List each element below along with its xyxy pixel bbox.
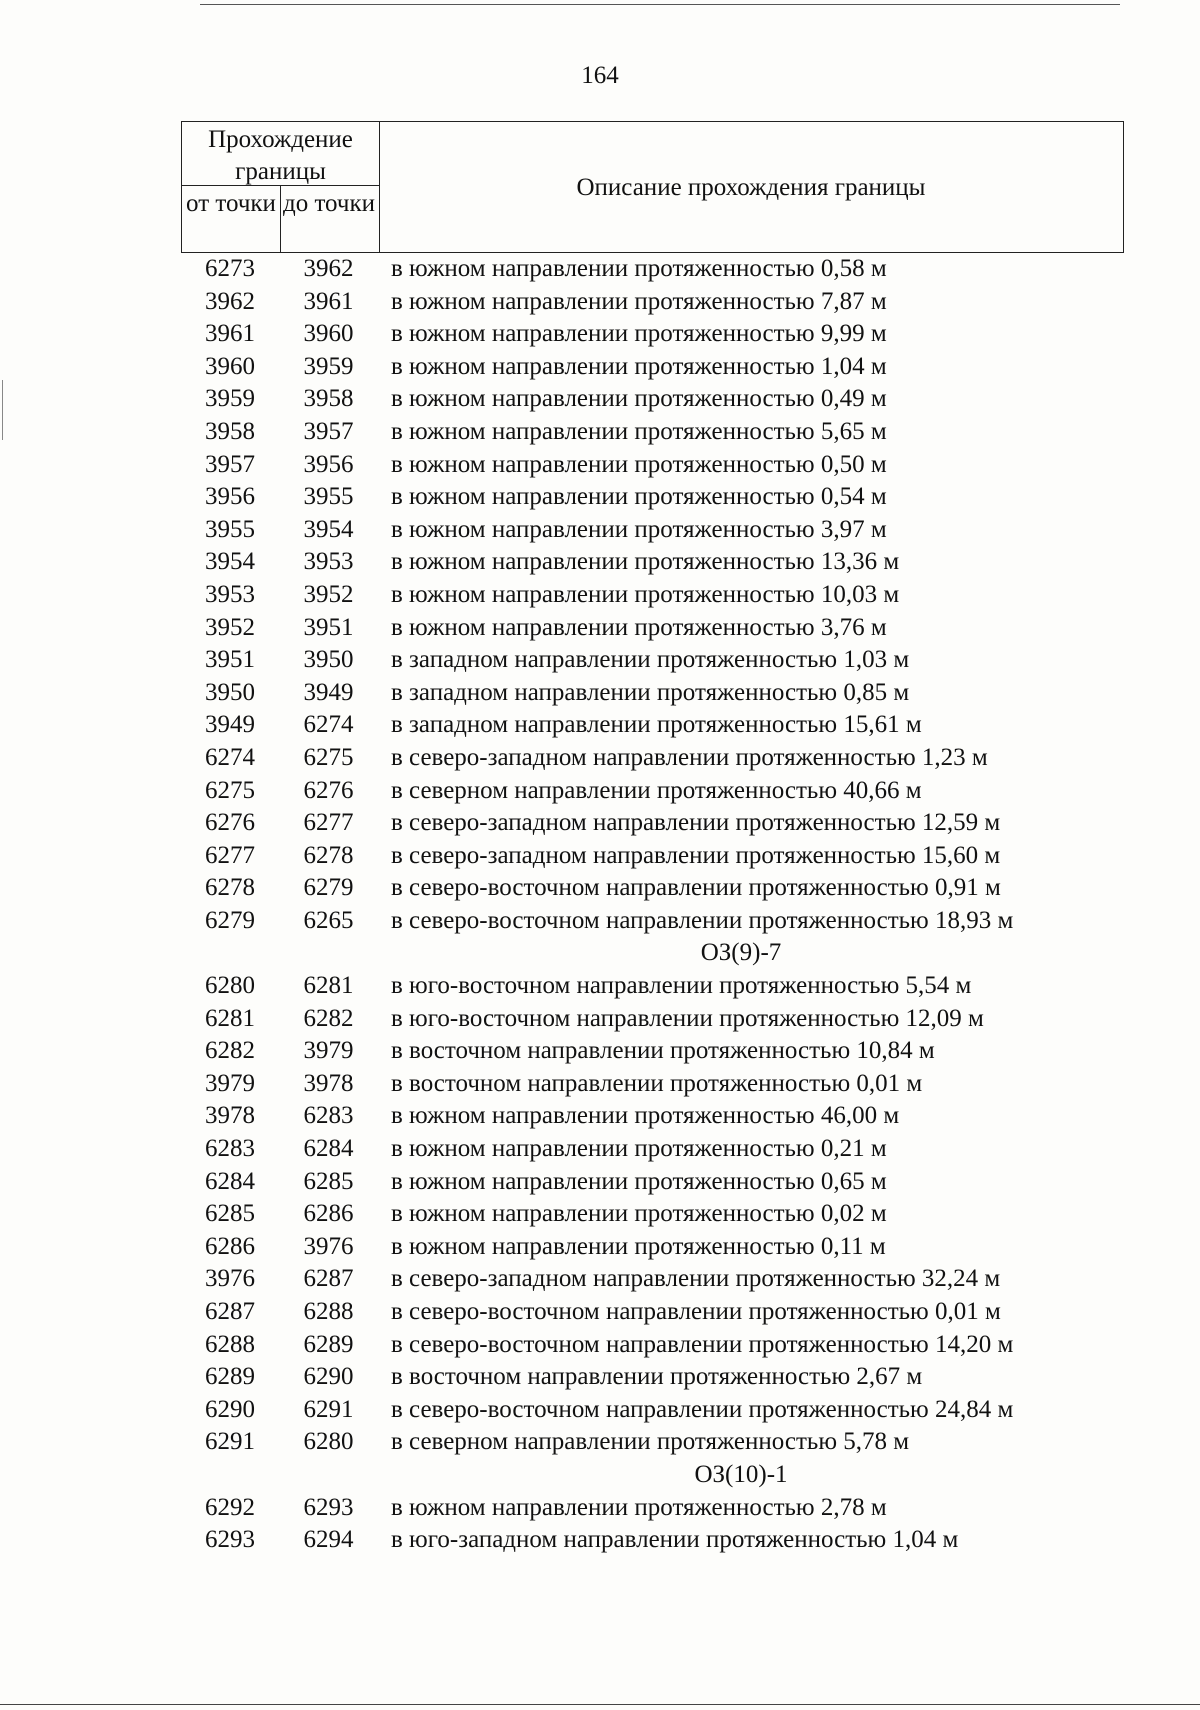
table-row [181, 644, 1124, 677]
section-heading-row [181, 937, 1124, 970]
to-point-cell: 6281 [303, 972, 354, 1000]
table-row [181, 1524, 1124, 1557]
description-cell: в западном направлении протяженностью 0,85 м [391, 678, 910, 706]
header-to-point: до точки [282, 190, 376, 217]
table-row [181, 1296, 1124, 1329]
table-row [181, 514, 1124, 547]
to-point-cell: 6277 [303, 809, 354, 837]
table-row [181, 579, 1124, 612]
table-row [181, 1394, 1124, 1427]
description-cell: в северо-восточном направлении протяженностью 0,91 м [391, 874, 1001, 902]
table-row [181, 970, 1124, 1003]
table-row [181, 1361, 1124, 1394]
boundary-table [181, 121, 1124, 1557]
to-point-cell: 3976 [303, 1232, 354, 1260]
from-point-cell: 6292 [205, 1493, 255, 1521]
from-point-cell: 6286 [205, 1232, 255, 1260]
to-point-cell: 6283 [303, 1102, 354, 1130]
from-point-cell: 6287 [205, 1298, 255, 1325]
from-point-cell: 3951 [205, 646, 255, 674]
from-point-cell: 6278 [205, 874, 255, 902]
scan-edge-mark [2, 380, 3, 440]
to-point-cell: 3952 [303, 580, 354, 608]
table-row [181, 1003, 1124, 1036]
description-cell: в южном направлении протяженностью 13,36 м [391, 548, 900, 576]
table-row [181, 1068, 1124, 1101]
from-point-cell: 3976 [205, 1265, 255, 1293]
table-body [181, 253, 1124, 1557]
from-point-cell: 3957 [205, 450, 255, 478]
from-point-cell: 3979 [205, 1069, 255, 1097]
description-cell: в южном направлении протяженностью 0,58 м [391, 255, 887, 282]
description-cell: в северо-восточном направлении протяженностью 14,20 м [391, 1330, 1014, 1358]
table-row [181, 383, 1124, 416]
from-point-cell: 6282 [205, 1037, 255, 1065]
from-point-cell: 6279 [205, 906, 255, 934]
from-point-cell: 6285 [205, 1200, 255, 1228]
from-point-cell: 3958 [205, 417, 255, 445]
to-point-cell: 3957 [303, 417, 354, 445]
to-point-cell: 6278 [303, 841, 354, 869]
table-row [181, 1492, 1124, 1525]
to-point-cell: 6288 [303, 1298, 354, 1325]
description-cell: в северо-западном направлении протяженностью 15,60 м [391, 841, 1001, 869]
to-point-cell: 6284 [303, 1135, 354, 1163]
to-point-cell: 3949 [303, 678, 354, 706]
from-point-cell: 6276 [205, 809, 255, 837]
table-row [181, 677, 1124, 710]
from-point-cell: 3952 [205, 613, 255, 641]
description-cell: в южном направлении протяженностью 46,00 м [391, 1102, 900, 1130]
from-point-cell: 6275 [205, 776, 255, 804]
from-point-cell: 6273 [205, 255, 255, 282]
table-row [181, 775, 1124, 808]
table-row [181, 709, 1124, 742]
table-row [181, 351, 1124, 384]
description-cell: в южном направлении протяженностью 0,50 м [391, 450, 887, 478]
to-point-cell: 6285 [303, 1167, 354, 1195]
to-point-cell: 3961 [303, 287, 354, 315]
section-label: ОЗ(10)-1 [694, 1460, 788, 1488]
page-number: 164 [581, 62, 619, 89]
from-point-cell: 3950 [205, 678, 255, 706]
to-point-cell: 6274 [303, 711, 354, 739]
from-point-cell: 3962 [205, 287, 255, 315]
description-cell: в северо-западном направлении протяженностью 12,59 м [391, 809, 1001, 837]
to-point-cell: 6293 [303, 1493, 354, 1521]
description-cell: в южном направлении протяженностью 10,03 м [391, 580, 900, 608]
table-row [181, 546, 1124, 579]
from-point-cell: 6283 [205, 1135, 255, 1163]
from-point-cell: 3954 [205, 548, 255, 576]
table-row [181, 1198, 1124, 1231]
to-point-cell: 3960 [303, 320, 354, 348]
section-label: ОЗ(9)-7 [700, 939, 782, 967]
description-cell: в восточном направлении протяженностью 2,67 м [391, 1363, 923, 1391]
to-point-cell: 3978 [303, 1069, 354, 1097]
to-point-cell: 6289 [303, 1330, 354, 1358]
table-row [181, 318, 1124, 351]
to-point-cell: 3962 [303, 255, 354, 282]
from-point-cell: 6281 [205, 1004, 255, 1032]
to-point-cell: 6287 [303, 1265, 354, 1293]
from-point-cell: 3961 [205, 320, 255, 348]
description-cell: в юго-западном направлении протяженностью 1,04 м [391, 1526, 959, 1554]
scan-bottom-rule [0, 1704, 1200, 1705]
description-cell: в южном направлении протяженностью 0,11 м [391, 1232, 886, 1260]
description-cell: в южном направлении протяженностью 0,21 м [391, 1135, 887, 1163]
description-cell: в северо-восточном направлении протяженностью 18,93 м [391, 906, 1014, 934]
header-from-point: от точки [186, 190, 276, 217]
to-point-cell: 6286 [303, 1200, 354, 1228]
from-point-cell: 6280 [205, 972, 255, 1000]
from-point-cell: 3978 [205, 1102, 255, 1130]
from-point-cell: 6288 [205, 1330, 255, 1358]
to-point-cell: 3956 [303, 450, 354, 478]
description-cell: в южном направлении протяженностью 3,76 м [391, 613, 887, 641]
to-point-cell: 6276 [303, 776, 354, 804]
table-row [181, 905, 1124, 938]
description-cell: в южном направлении протяженностью 9,99 м [391, 320, 887, 348]
from-point-cell: 3949 [205, 711, 255, 739]
to-point-cell: 6275 [303, 743, 354, 771]
description-cell: в северном направлении протяженностью 5,78 м [391, 1428, 910, 1456]
to-point-cell: 6290 [303, 1363, 354, 1391]
from-point-cell: 6289 [205, 1363, 255, 1391]
from-point-cell: 6274 [205, 743, 255, 771]
from-point-cell: 3953 [205, 580, 255, 608]
table-row [181, 1166, 1124, 1199]
to-point-cell: 6280 [303, 1428, 354, 1456]
description-cell: в северном направлении протяженностью 40,66 м [391, 776, 922, 804]
from-point-cell: 3959 [205, 385, 255, 413]
header-group-label: Прохождение границы [208, 126, 353, 185]
scan-top-rule [200, 4, 1120, 5]
description-cell: в восточном направлении протяженностью 10,84 м [391, 1037, 935, 1065]
to-point-cell: 3979 [303, 1037, 354, 1065]
description-cell: в южном направлении протяженностью 0,54 м [391, 483, 887, 511]
table-row [181, 1329, 1124, 1362]
table-row [181, 807, 1124, 840]
description-cell: в западном направлении протяженностью 1,03 м [391, 646, 910, 674]
from-point-cell: 6293 [205, 1526, 255, 1554]
to-point-cell: 3950 [303, 646, 354, 674]
description-cell: в северо-западном направлении протяженностью 1,23 м [391, 743, 988, 771]
description-cell: в южном направлении протяженностью 0,65 м [391, 1167, 887, 1195]
description-cell: в южном направлении протяженностью 5,65 м [391, 417, 887, 445]
description-cell: в южном направлении протяженностью 0,49 м [391, 385, 887, 413]
description-cell: в южном направлении протяженностью 2,78 м [391, 1493, 887, 1521]
to-point-cell: 3951 [303, 613, 354, 641]
to-point-cell: 3954 [303, 515, 354, 543]
table-row [181, 1035, 1124, 1068]
description-cell: в юго-восточном направлении протяженностью 12,09 м [391, 1004, 984, 1032]
to-point-cell: 6291 [303, 1395, 354, 1423]
table-row [181, 1231, 1124, 1264]
description-cell: в южном направлении протяженностью 3,97 м [391, 515, 887, 543]
description-cell: в северо-восточном направлении протяженностью 24,84 м [391, 1395, 1014, 1423]
to-point-cell: 3953 [303, 548, 354, 576]
table-row [181, 286, 1124, 319]
description-cell: в северо-восточном направлении протяженностью 0,01 м [391, 1298, 1001, 1325]
to-point-cell: 3958 [303, 385, 354, 413]
from-point-cell: 3960 [205, 352, 255, 380]
to-point-cell: 6265 [303, 906, 354, 934]
to-point-cell: 3955 [303, 483, 354, 511]
table-row [181, 449, 1124, 482]
from-point-cell: 6277 [205, 841, 255, 869]
table-row [181, 1100, 1124, 1133]
table-row [181, 1263, 1124, 1296]
description-cell: в восточном направлении протяженностью 0,01 м [391, 1069, 923, 1097]
table-row [181, 481, 1124, 514]
from-point-cell: 6291 [205, 1428, 255, 1456]
table-row [181, 1133, 1124, 1166]
to-point-cell: 6282 [303, 1004, 354, 1032]
from-point-cell: 6290 [205, 1395, 255, 1423]
table-row [181, 416, 1124, 449]
table-row [181, 872, 1124, 905]
from-point-cell: 3955 [205, 515, 255, 543]
header-description: Описание прохождения границы [576, 174, 926, 201]
description-cell: в южном направлении протяженностью 0,02 м [391, 1200, 887, 1228]
from-point-cell: 6284 [205, 1167, 255, 1195]
table-header [181, 121, 1124, 253]
description-cell: в северо-западном направлении протяженностью 32,24 м [391, 1265, 1001, 1293]
table-row [181, 1426, 1124, 1459]
table-row [181, 742, 1124, 775]
from-point-cell: 3956 [205, 483, 255, 511]
to-point-cell: 6294 [303, 1526, 354, 1554]
table-row [181, 612, 1124, 645]
table-row [181, 253, 1124, 286]
description-cell: в южном направлении протяженностью 1,04 м [391, 352, 887, 380]
description-cell: в юго-восточном направлении протяженностью 5,54 м [391, 972, 972, 1000]
table-row [181, 840, 1124, 873]
to-point-cell: 6279 [303, 874, 354, 902]
description-cell: в южном направлении протяженностью 7,87 м [391, 287, 887, 315]
to-point-cell: 3959 [303, 352, 354, 380]
description-cell: в западном направлении протяженностью 15,61 м [391, 711, 922, 739]
section-heading-row [181, 1459, 1124, 1492]
